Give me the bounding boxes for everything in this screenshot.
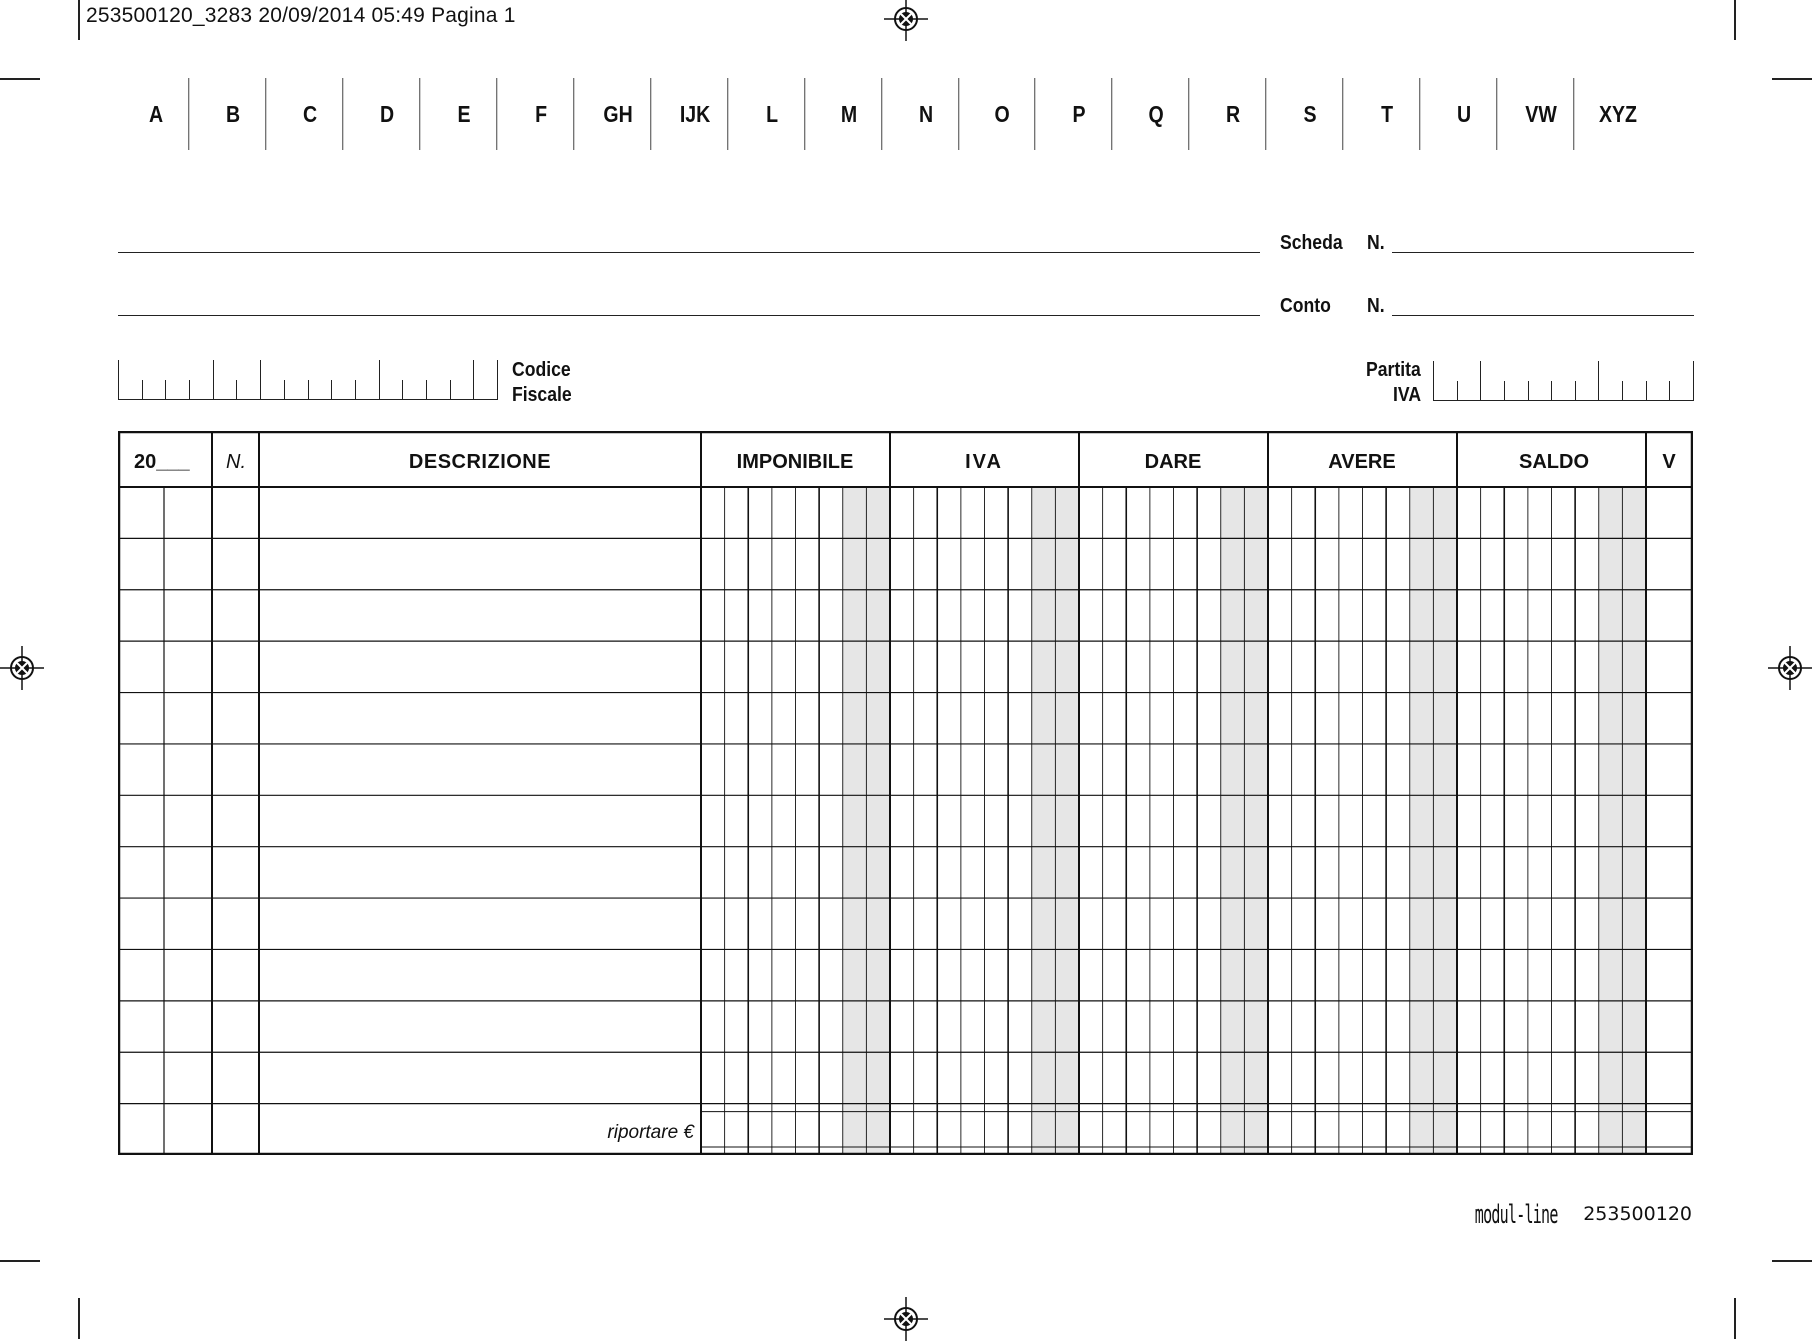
- index-tab: [893, 78, 958, 150]
- trim-mark: [0, 78, 40, 80]
- iva-label: IVA: [1393, 384, 1422, 406]
- col-header-dare: DARE: [1144, 451, 1202, 473]
- index-tab: [1201, 78, 1266, 150]
- comb-cell: [451, 360, 475, 400]
- conto-n-label: N.: [1367, 295, 1385, 317]
- index-tab-label: B: [225, 100, 241, 127]
- registration-mark-icon: [884, 0, 928, 41]
- index-tab: [124, 78, 189, 150]
- index-tab-label: XYZ: [1599, 100, 1638, 127]
- print-info: 253500120_3283 20/09/2014 05:49 Pagina 1: [86, 4, 516, 27]
- fiscale-label: Fiscale: [512, 384, 572, 406]
- index-tab-label: GH: [603, 100, 633, 127]
- registration-mark-icon: [884, 1297, 928, 1341]
- index-tab-label: R: [1226, 100, 1241, 127]
- index-tab-label: Q: [1148, 100, 1165, 127]
- comb-cell: [261, 380, 285, 400]
- index-tab-label: O: [994, 100, 1011, 127]
- comb-cell: [1529, 381, 1553, 401]
- trim-mark: [1734, 1298, 1736, 1339]
- comb-cell: [166, 380, 190, 400]
- comb-cell: [1599, 381, 1623, 401]
- index-tab: [1432, 78, 1497, 150]
- index-tab: [432, 78, 497, 150]
- scheda-n-label: N.: [1367, 232, 1385, 254]
- index-tab-label: E: [457, 100, 471, 127]
- col-header-imponibile: IMPONIBILE: [736, 451, 854, 473]
- comb-cell: [427, 380, 451, 400]
- index-tab: [278, 78, 343, 150]
- scheda-label: Scheda: [1280, 232, 1343, 254]
- index-tab: [355, 78, 420, 150]
- index-tab-label: F: [534, 100, 547, 127]
- index-tab: [1047, 78, 1112, 150]
- index-tab-label: N: [918, 100, 933, 127]
- comb-cell: [1647, 381, 1671, 401]
- trim-mark: [1772, 78, 1812, 80]
- index-tab: [816, 78, 881, 150]
- comb-cell: [309, 380, 333, 400]
- comb-cell: [214, 380, 238, 400]
- index-tab-label: A: [148, 100, 164, 127]
- conto-label: Conto: [1280, 295, 1331, 317]
- index-tab: [585, 78, 650, 150]
- index-tab-label: U: [1457, 100, 1472, 127]
- partita-iva-field[interactable]: [1433, 361, 1694, 401]
- trim-mark: [78, 1298, 80, 1339]
- comb-cell: [190, 360, 214, 400]
- scheda-number-line[interactable]: [1392, 252, 1694, 253]
- index-tab-label: IJK: [679, 100, 710, 127]
- col-header-iva: IVA: [965, 451, 1003, 473]
- index-tab-label: T: [1381, 100, 1394, 127]
- trim-mark: [1734, 0, 1736, 40]
- comb-cell: [1434, 381, 1458, 401]
- index-tab: [739, 78, 804, 150]
- comb-cell: [1505, 381, 1529, 401]
- index-tab: [1278, 78, 1343, 150]
- comb-cell: [1458, 361, 1482, 401]
- comb-cell: [285, 380, 309, 400]
- comb-cell: [403, 380, 427, 400]
- trim-mark: [1772, 1260, 1812, 1262]
- conto-number-line[interactable]: [1392, 315, 1694, 316]
- comb-cell: [356, 360, 380, 400]
- index-tab-label: M: [840, 100, 857, 127]
- comb-cell: [1670, 381, 1693, 401]
- index-tab-label: L: [765, 100, 778, 127]
- index-tab-label: P: [1072, 100, 1087, 127]
- col-header-year: 20___: [134, 451, 190, 473]
- trim-mark: [0, 1260, 40, 1262]
- comb-cell: [119, 380, 143, 400]
- trim-mark: [78, 0, 80, 40]
- comb-cell: [237, 360, 261, 400]
- name-line-1[interactable]: [118, 252, 1260, 253]
- index-tab: [1586, 78, 1651, 150]
- index-tab-label: VW: [1525, 100, 1557, 127]
- codice-fiscale-field[interactable]: [118, 360, 498, 400]
- name-line-2[interactable]: [118, 315, 1260, 316]
- registration-mark-icon: [1768, 646, 1812, 690]
- index-tab: [201, 78, 266, 150]
- index-tab: [662, 78, 727, 150]
- product-code: 253500120: [1583, 1203, 1692, 1225]
- index-tab: [970, 78, 1035, 150]
- index-tabs: [118, 78, 1656, 150]
- footer-brand: [1461, 1198, 1692, 1230]
- comb-cell: [1623, 381, 1647, 401]
- comb-cell: [332, 380, 356, 400]
- comb-cell: [380, 380, 404, 400]
- comb-cell: [1481, 381, 1505, 401]
- index-tab: [1509, 78, 1574, 150]
- ledger-table: [118, 431, 1693, 1155]
- col-header-saldo: SALDO: [1519, 451, 1589, 473]
- index-tab-label: C: [302, 100, 318, 127]
- registration-mark-icon: [0, 646, 44, 690]
- comb-cell: [143, 380, 167, 400]
- col-header-avere: AVERE: [1328, 451, 1396, 473]
- comb-cell: [1576, 361, 1600, 401]
- col-header-v: V: [1662, 451, 1676, 473]
- index-tab: [1124, 78, 1189, 150]
- col-header-descrizione: DESCRIZIONE: [408, 451, 552, 473]
- partita-label: Partita: [1366, 359, 1421, 381]
- carry-forward-label: riportare €: [607, 1122, 694, 1143]
- index-tab: [509, 78, 574, 150]
- brand-logo: modul-line: [1474, 1198, 1558, 1230]
- comb-cell: [474, 380, 497, 400]
- index-tab-label: D: [379, 100, 394, 127]
- comb-cell: [1552, 381, 1576, 401]
- index-tab-label: S: [1303, 100, 1317, 127]
- codice-label: Codice: [512, 359, 571, 381]
- index-tab: [1355, 78, 1420, 150]
- col-header-number: N.: [226, 451, 246, 473]
